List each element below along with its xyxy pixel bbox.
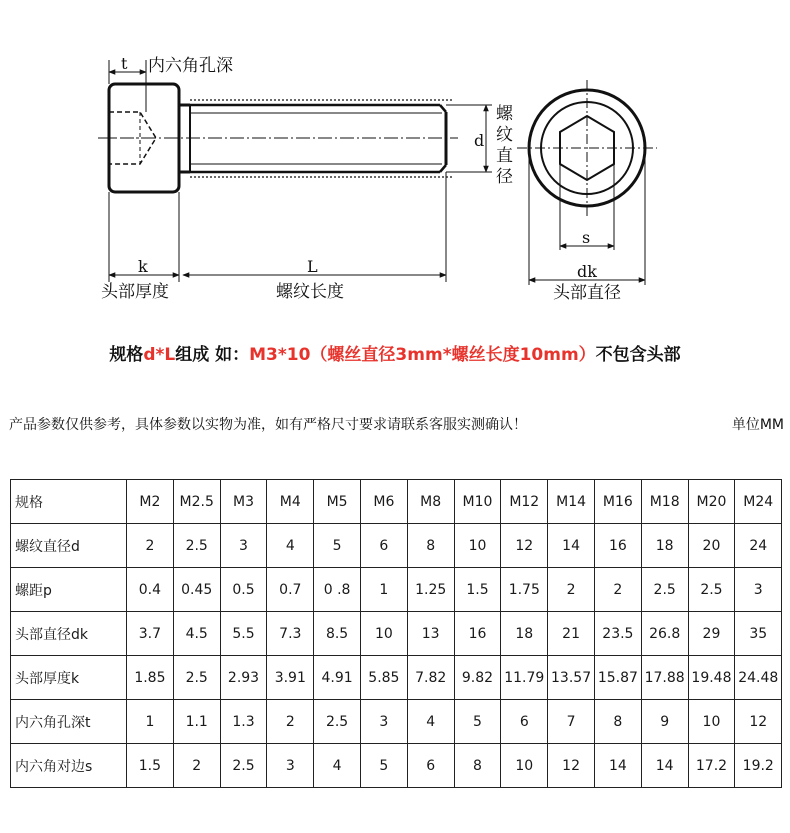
- table-cell: 18: [501, 612, 548, 656]
- table-cell: 4: [407, 700, 454, 744]
- table-cell: 3: [360, 700, 407, 744]
- thread-length-label: 螺纹长度: [276, 282, 344, 302]
- spec-line-part-4: M3*10（螺丝直径3mm*螺丝长度10mm）: [249, 345, 596, 365]
- disclaimer-text: 产品参数仅供参考，具体参数以实物为准，如有严格尺寸要求请联系客服实测确认！: [9, 417, 527, 433]
- table-cell: M3: [220, 480, 267, 524]
- spec-line-part-2: d*L: [143, 345, 176, 365]
- L-label: L: [307, 257, 318, 276]
- table-cell: 9: [641, 700, 688, 744]
- spec-format-line: [0, 340, 790, 365]
- row-header: 内六角对边s: [11, 744, 127, 788]
- table-cell: M16: [594, 480, 641, 524]
- table-cell: M6: [360, 480, 407, 524]
- table-cell: 6: [360, 524, 407, 568]
- row-header: 内六角孔深t: [11, 700, 127, 744]
- table-cell: 1.5: [127, 744, 174, 788]
- spec-table: [10, 479, 782, 788]
- table-cell: 16: [594, 524, 641, 568]
- table-cell: 5.85: [360, 656, 407, 700]
- unit-label: 单位MM: [731, 417, 784, 433]
- table-row: [11, 656, 782, 700]
- table-cell: 1.5: [454, 568, 501, 612]
- table-cell: 3.7: [127, 612, 174, 656]
- table-cell: 14: [548, 524, 595, 568]
- table-cell: M20: [688, 480, 735, 524]
- screw-side-view: [98, 84, 458, 192]
- table-cell: 0.45: [173, 568, 220, 612]
- table-cell: 2.5: [173, 524, 220, 568]
- row-header: 头部直径dk: [11, 612, 127, 656]
- table-cell: 29: [688, 612, 735, 656]
- table-cell: 12: [501, 524, 548, 568]
- table-cell: 35: [735, 612, 782, 656]
- table-cell: 10: [360, 612, 407, 656]
- spec-line-part-3: 组成 如：: [175, 345, 250, 365]
- table-cell: 7.3: [267, 612, 314, 656]
- table-cell: 8: [594, 700, 641, 744]
- table-cell: 10: [501, 744, 548, 788]
- table-cell: 21: [548, 612, 595, 656]
- t-label: t: [121, 54, 128, 73]
- table-cell: 2.5: [688, 568, 735, 612]
- table-cell: 16: [454, 612, 501, 656]
- table-cell: 14: [594, 744, 641, 788]
- table-cell: 2: [173, 744, 220, 788]
- table-cell: 11.79: [501, 656, 548, 700]
- table-cell: 1.75: [501, 568, 548, 612]
- head-thickness-label: 头部厚度: [101, 282, 169, 302]
- table-cell: 1: [127, 700, 174, 744]
- table-cell: 3: [735, 568, 782, 612]
- table-cell: M5: [314, 480, 361, 524]
- table-row: [11, 480, 782, 524]
- table-cell: 1.85: [127, 656, 174, 700]
- table-cell: M8: [407, 480, 454, 524]
- table-cell: 8: [407, 524, 454, 568]
- table-row: [11, 568, 782, 612]
- table-cell: 0.4: [127, 568, 174, 612]
- table-cell: 6: [501, 700, 548, 744]
- table-cell: M14: [548, 480, 595, 524]
- table-cell: 2: [594, 568, 641, 612]
- head-diameter-label: 头部直径: [553, 283, 621, 303]
- table-cell: 1.3: [220, 700, 267, 744]
- screw-end-view: [517, 80, 657, 285]
- table-cell: 19.2: [735, 744, 782, 788]
- table-cell: 2: [267, 700, 314, 744]
- table-cell: 1.1: [173, 700, 220, 744]
- table-cell: M10: [454, 480, 501, 524]
- table-cell: 19.48: [688, 656, 735, 700]
- table-cell: 1: [360, 568, 407, 612]
- table-cell: 2.5: [220, 744, 267, 788]
- dk-label: dk: [577, 262, 597, 281]
- disclaimer-line: [9, 414, 784, 434]
- table-cell: 10: [454, 524, 501, 568]
- table-cell: 0.7: [267, 568, 314, 612]
- table-cell: M4: [267, 480, 314, 524]
- table-cell: 17.2: [688, 744, 735, 788]
- table-cell: 12: [548, 744, 595, 788]
- row-header: 螺距p: [11, 568, 127, 612]
- table-cell: 0 .8: [314, 568, 361, 612]
- table-cell: 7.82: [407, 656, 454, 700]
- table-row: [11, 744, 782, 788]
- table-cell: 14: [641, 744, 688, 788]
- table-cell: 17.88: [641, 656, 688, 700]
- table-cell: 3: [220, 524, 267, 568]
- table-cell: 2.5: [314, 700, 361, 744]
- table-row: [11, 700, 782, 744]
- table-cell: 5: [360, 744, 407, 788]
- row-header: 规格: [11, 480, 127, 524]
- table-row: [11, 612, 782, 656]
- table-cell: 20: [688, 524, 735, 568]
- table-cell: 8: [454, 744, 501, 788]
- spec-line-part-5: 不包含头部: [595, 345, 681, 365]
- table-cell: M18: [641, 480, 688, 524]
- table-cell: 8.5: [314, 612, 361, 656]
- s-label: s: [582, 228, 591, 247]
- row-header: 螺纹直径d: [11, 524, 127, 568]
- table-cell: M2.5: [173, 480, 220, 524]
- table-cell: 2: [127, 524, 174, 568]
- spec-line-part-1: 规格: [109, 345, 144, 365]
- table-cell: M24: [735, 480, 782, 524]
- table-cell: 5.5: [220, 612, 267, 656]
- row-header: 头部厚度k: [11, 656, 127, 700]
- table-cell: 5: [454, 700, 501, 744]
- table-cell: 3.91: [267, 656, 314, 700]
- table-cell: 5: [314, 524, 361, 568]
- table-cell: 4.5: [173, 612, 220, 656]
- thread-diameter-label-1: 螺: [496, 104, 513, 124]
- table-cell: 15.87: [594, 656, 641, 700]
- thread-diameter-label-2: 纹: [496, 125, 513, 145]
- thread-diameter-label-3: 直: [496, 146, 513, 166]
- table-cell: 4: [267, 524, 314, 568]
- table-cell: 4: [314, 744, 361, 788]
- table-cell: 10: [688, 700, 735, 744]
- table-cell: 3: [267, 744, 314, 788]
- thread-diameter-label-4: 径: [496, 167, 513, 187]
- table-cell: 18: [641, 524, 688, 568]
- table-cell: 24.48: [735, 656, 782, 700]
- table-cell: 13: [407, 612, 454, 656]
- table-cell: 13.57: [548, 656, 595, 700]
- table-cell: M12: [501, 480, 548, 524]
- table-cell: 26.8: [641, 612, 688, 656]
- table-cell: M2: [127, 480, 174, 524]
- table-cell: 7: [548, 700, 595, 744]
- hex-depth-label: 内六角孔深: [148, 56, 233, 76]
- table-cell: 2: [548, 568, 595, 612]
- screw-technical-drawing: [0, 0, 790, 320]
- table-cell: 1.25: [407, 568, 454, 612]
- table-cell: 24: [735, 524, 782, 568]
- table-cell: 23.5: [594, 612, 641, 656]
- table-cell: 0.5: [220, 568, 267, 612]
- d-label: d: [474, 131, 485, 150]
- table-cell: 6: [407, 744, 454, 788]
- table-cell: 2.93: [220, 656, 267, 700]
- table-cell: 4.91: [314, 656, 361, 700]
- table-cell: 9.82: [454, 656, 501, 700]
- table-row: [11, 524, 782, 568]
- table-cell: 2.5: [173, 656, 220, 700]
- k-label: k: [138, 257, 148, 276]
- table-cell: 2.5: [641, 568, 688, 612]
- table-cell: 12: [735, 700, 782, 744]
